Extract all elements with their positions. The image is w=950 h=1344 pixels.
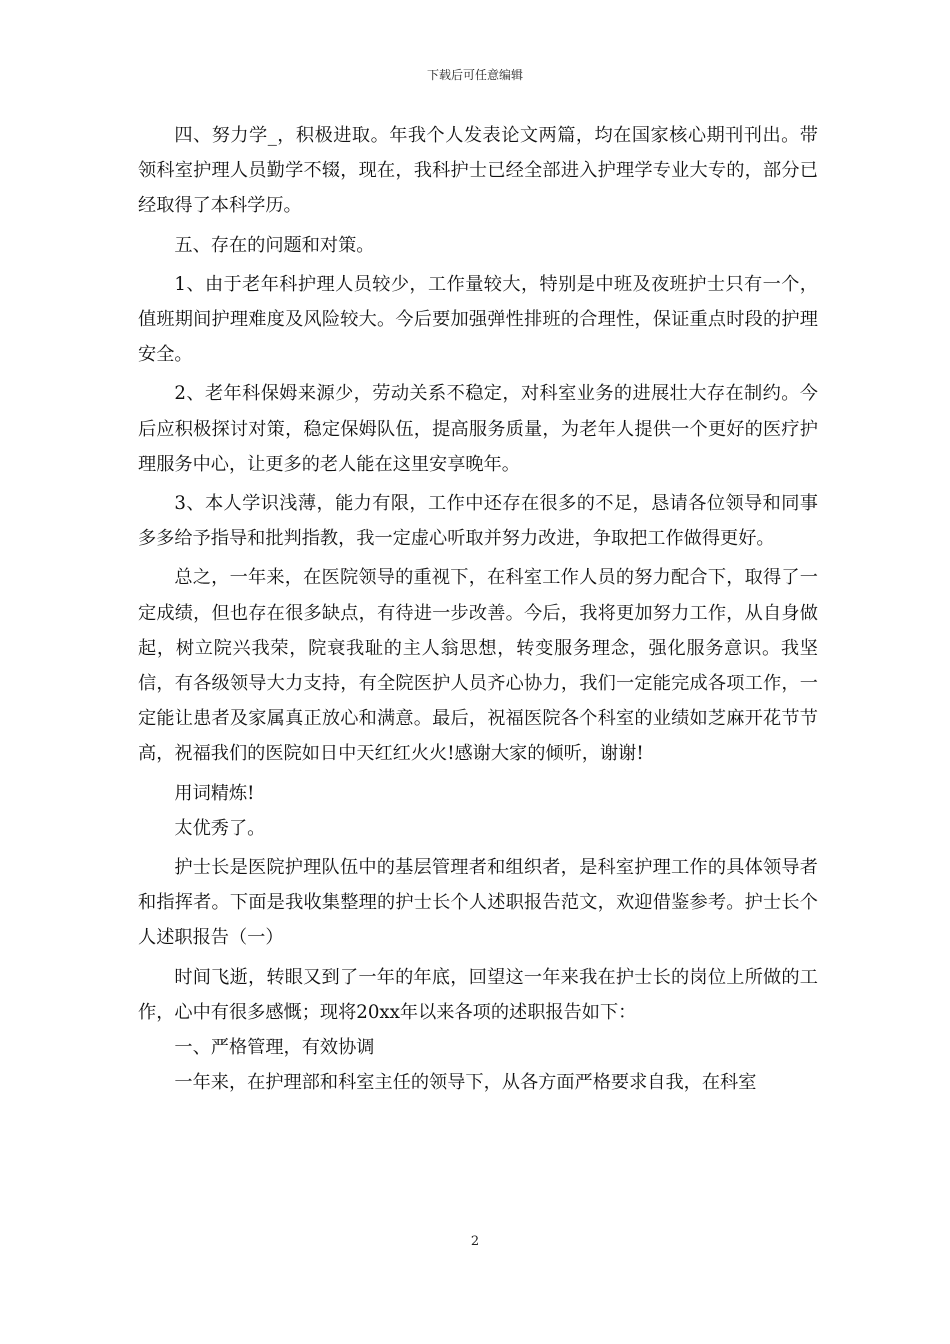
paragraph: 2、老年科保姆来源少，劳动关系不稳定，对科室业务的进展壮大存在制约。今后应积极探讨对策，稳定保姆队伍，提高服务质量，为老年人提供一个更好的医疗护理服务中心，让更多的老人能在这里安享晚年。	[138, 383, 818, 475]
paragraph: 总之，一年来，在医院领导的重视下，在科室工作人员的努力配合下，取得了一定成绩，但也存在很多缺点，有待进一步改善。今后，我将更加努力工作，从自身做起，树立院兴我荣，院衰我耻的主人翁思想，转变服务理念，强化服务意识。我坚信，有各级领导大力支持，有全院医护人员齐心协力，我们一定能完成各项工作，一定能让患者及家属真正放心和满意。最后，祝福医院各个科室的业绩如芝麻开花节节高，祝福我们的医院如日中天红红火火!感谢大家的倾听，谢谢!	[138, 567, 818, 765]
paragraph: 时间飞逝，转眼又到了一年的年底，回望这一年来我在护士长的岗位上所做的工作，心中有很多感慨；现将20xx年以来各项的述职报告如下：	[138, 966, 818, 1023]
paragraph: 一年来，在护理部和科室主任的领导下，从各方面严格要求自我，在科室	[174, 1072, 757, 1094]
paragraph: 3、本人学识浅薄，能力有限，工作中还存在很多的不足，恳请各位领导和同事多多给予指导和批判指教，我一定虚心听取并努力改进，争取把工作做得更好。	[138, 493, 818, 550]
paragraph: 护士长是医院护理队伍中的基层管理者和组织者，是科室护理工作的具体领导者和指挥者。下面是我收集整理的护士长个人述职报告范文，欢迎借鉴参考。护士长个人述职报告（一）	[138, 857, 818, 949]
paragraph: 用词精炼!	[174, 782, 255, 804]
paragraph: 五、存在的问题和对策。	[174, 234, 375, 256]
paragraph: 太优秀了。	[174, 817, 266, 839]
page-header: 下载后可任意编辑	[426, 68, 523, 82]
page-number: 2	[470, 1234, 480, 1249]
paragraph: 四、努力学_，积极进取。年我个人发表论文两篇，均在国家核心期刊刊出。带领科室护理人员勤学不辍，现在，我科护士已经全部进入护理学专业大专的，部分已经取得了本科学历。	[138, 125, 818, 217]
paragraph: 一、严格管理，有效协调	[174, 1037, 375, 1059]
document-body	[138, 118, 818, 1100]
paragraph: 1、由于老年科护理人员较少，工作量较大，特别是中班及夜班护士只有一个，值班期间护理难度及风险较大。今后要加强弹性排班的合理性，保证重点时段的护理安全。	[138, 273, 818, 366]
